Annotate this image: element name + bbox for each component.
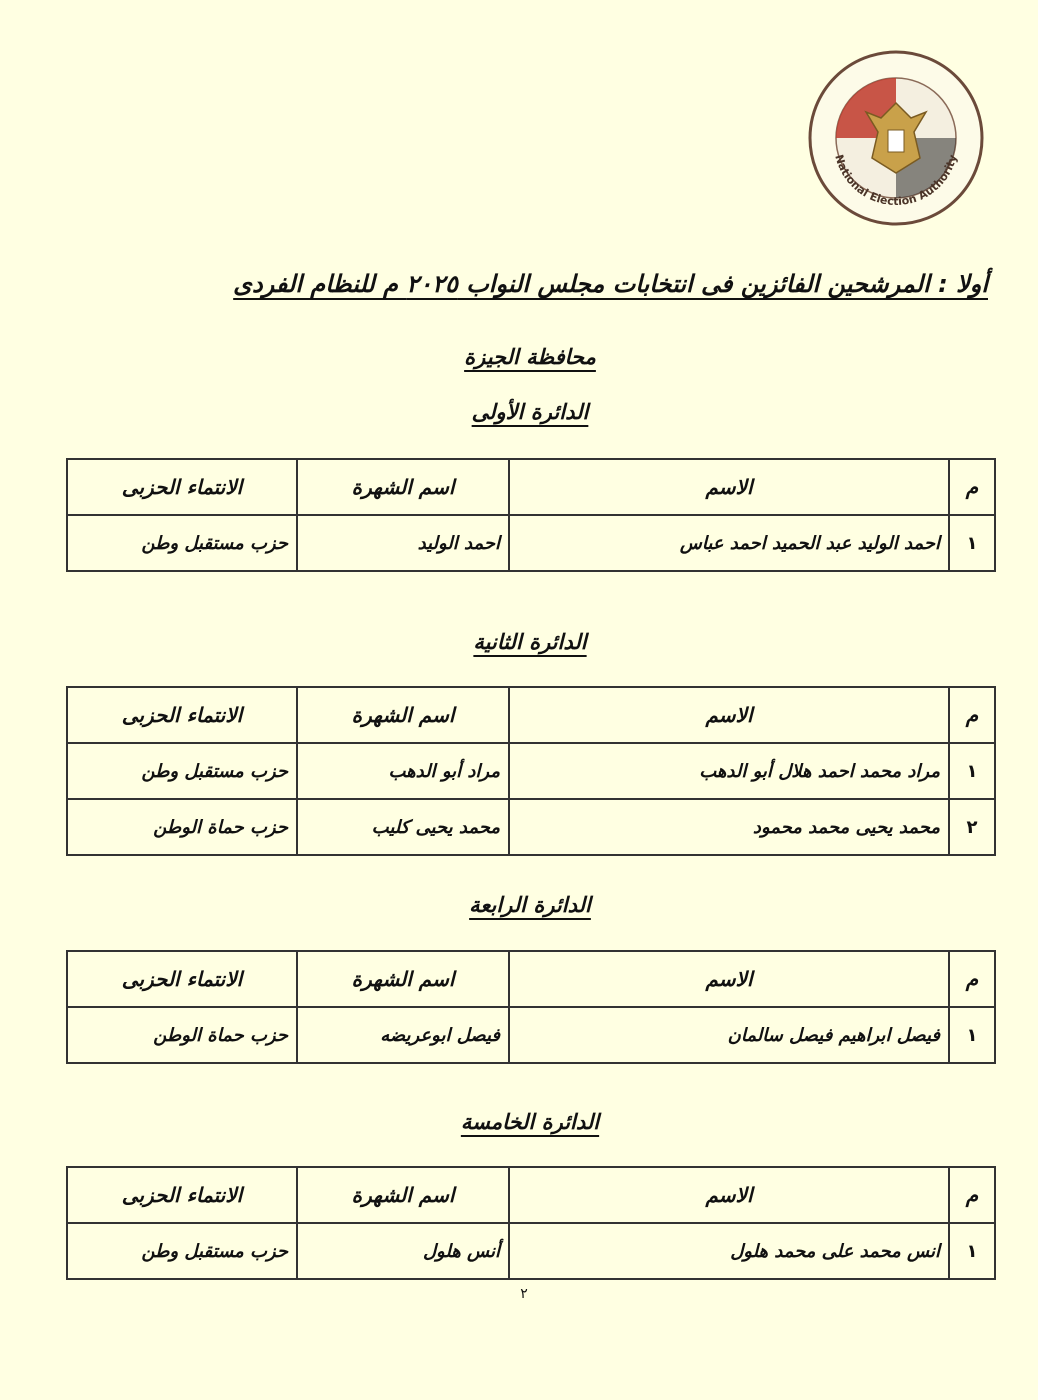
row-name: مراد محمد احمد هلال أبو الدهب (509, 743, 949, 799)
district-results-table (66, 950, 996, 1064)
district-heading: الدائرة الخامسة (460, 1110, 600, 1134)
header-fame-name: اسم الشهرة (297, 687, 509, 743)
table-header-row (67, 1167, 995, 1223)
row-num: ١ (949, 743, 995, 799)
row-fame-name: محمد يحيى كليب (297, 799, 509, 855)
district-heading: الدائرة الثانية (473, 630, 587, 654)
header-name: الاسم (509, 1167, 949, 1223)
table-header-row (67, 951, 995, 1007)
header-party: الانتماء الحزبى (67, 1167, 297, 1223)
header-fame-name: اسم الشهرة (297, 951, 509, 1007)
table-row (67, 799, 995, 855)
row-party: حزب حماة الوطن (67, 799, 297, 855)
row-name: فيصل ابراهيم فيصل سالمان (509, 1007, 949, 1063)
page-number: ٢ (520, 1286, 528, 1302)
table-row (67, 1223, 995, 1279)
table-row (67, 515, 995, 571)
header-name: الاسم (509, 951, 949, 1007)
row-num: ١ (949, 1223, 995, 1279)
page-title: أولا : المرشحين الفائزين فى انتخابات مجلس النواب ٢٠٢٥ م للنظام الفردى (233, 270, 988, 298)
row-name: احمد الوليد عبد الحميد احمد عباس (509, 515, 949, 571)
row-name: انس محمد على محمد هلول (509, 1223, 949, 1279)
header-num: م (949, 459, 995, 515)
header-num: م (949, 687, 995, 743)
row-num: ١ (949, 515, 995, 571)
header-party: الانتماء الحزبى (67, 687, 297, 743)
district-results-table (66, 1166, 996, 1280)
header-party: الانتماء الحزبى (67, 459, 297, 515)
row-party: حزب مستقبل وطن (67, 515, 297, 571)
table-header-row (67, 687, 995, 743)
header-fame-name: اسم الشهرة (297, 1167, 509, 1223)
row-party: حزب حماة الوطن (67, 1007, 297, 1063)
row-party: حزب مستقبل وطن (67, 743, 297, 799)
row-num: ٢ (949, 799, 995, 855)
row-num: ١ (949, 1007, 995, 1063)
header-name: الاسم (509, 459, 949, 515)
governorate-heading: محافظة الجيزة (464, 345, 596, 369)
table-row (67, 1007, 995, 1063)
row-fame-name: فيصل ابوعريضه (297, 1007, 509, 1063)
header-party: الانتماء الحزبى (67, 951, 297, 1007)
district-results-table (66, 458, 996, 572)
national-election-authority-logo (806, 48, 986, 228)
row-name: محمد يحيى محمد محمود (509, 799, 949, 855)
row-fame-name: مراد أبو الدهب (297, 743, 509, 799)
district-heading: الدائرة الأولى (471, 400, 589, 424)
district-results-table (66, 686, 996, 856)
row-fame-name: أنس هلول (297, 1223, 509, 1279)
header-fame-name: اسم الشهرة (297, 459, 509, 515)
header-num: م (949, 1167, 995, 1223)
table-header-row (67, 459, 995, 515)
row-party: حزب مستقبل وطن (67, 1223, 297, 1279)
district-heading: الدائرة الرابعة (469, 893, 591, 917)
header-name: الاسم (509, 687, 949, 743)
svg-text:National Election Authority: National Election Authority (832, 153, 960, 209)
header-num: م (949, 951, 995, 1007)
table-row (67, 743, 995, 799)
row-fame-name: احمد الوليد (297, 515, 509, 571)
